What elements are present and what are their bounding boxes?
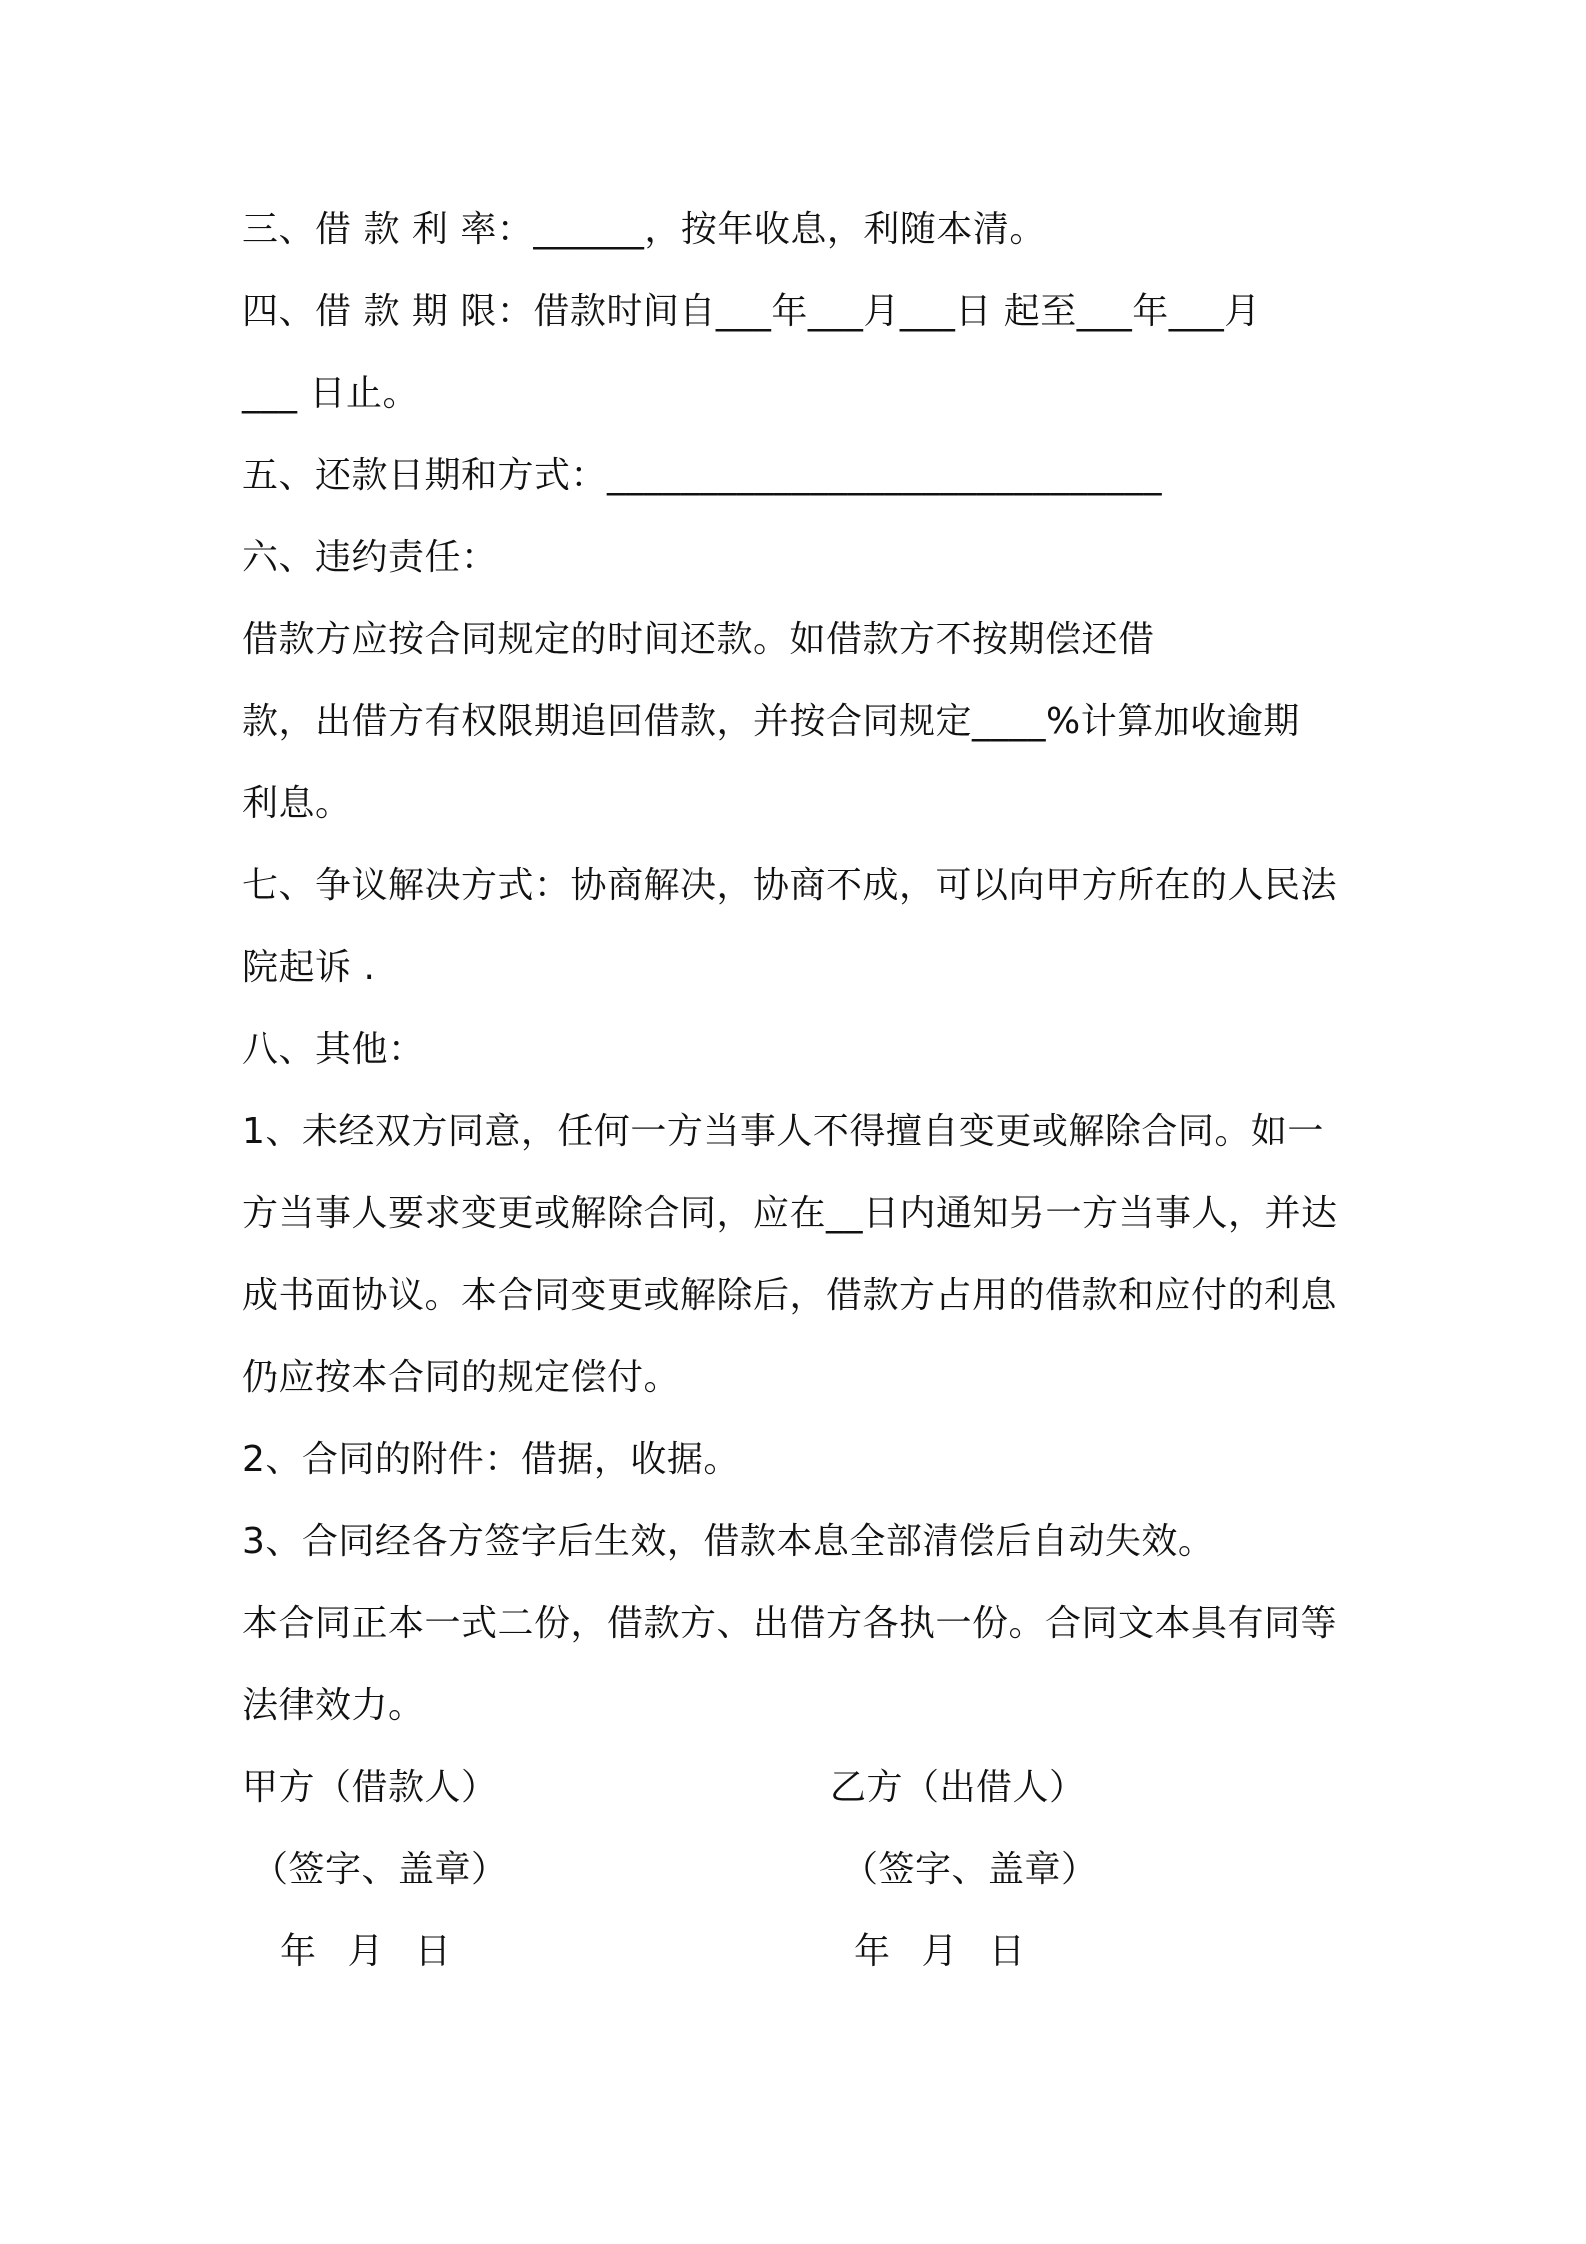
clause-8-item-1-line-3: 成书面协议。本合同变更或解除后，借款方占用的借款和应付的利息	[242, 1275, 1338, 1316]
clause-6-heading: 六、违约责任：	[242, 537, 498, 578]
copies-statement-1: 本合同正本一式二份，借款方、出借方各执一份。合同文本具有同等	[242, 1603, 1338, 1644]
clause-8-heading: 八、其他：	[242, 1029, 425, 1070]
clause-6-text-2: 款，出借方有权限期追回借款，并按合同规定____%计算加收逾期	[242, 701, 1300, 742]
clause-4-loan-term: 四、借 款 期 限：借款时间自___年___月___日 起至___年___月	[242, 291, 1261, 332]
clause-4-loan-term-cont: ___ 日止。	[242, 373, 419, 414]
party-b-date: 年 月 日	[854, 1931, 1035, 1972]
clause-3-interest-rate: 三、借 款 利 率：______，按年收息，利随本清。	[242, 209, 1046, 250]
clause-7-dispute-cont: 院起诉 .	[242, 947, 376, 988]
copies-statement-2: 法律效力。	[242, 1685, 425, 1726]
clause-6-text-1: 借款方应按合同规定的时间还款。如借款方不按期偿还借	[242, 619, 1155, 660]
clause-8-item-3: 3、合同经各方签字后生效，借款本息全部清偿后自动失效。	[242, 1521, 1215, 1562]
party-b-sign-note: （签字、盖章）	[842, 1849, 1098, 1890]
clause-8-item-1-line-2: 方当事人要求变更或解除合同，应在__日内通知另一方当事人，并达	[242, 1193, 1338, 1234]
party-a-date: 年 月 日	[280, 1931, 461, 1972]
clause-8-item-2: 2、合同的附件：借据，收据。	[242, 1439, 740, 1480]
party-b-title: 乙方（出借人）	[830, 1767, 1086, 1808]
party-a-sign-note: （签字、盖章）	[252, 1849, 508, 1890]
clause-5-repayment: 五、还款日期和方式：______________________________	[242, 455, 1163, 496]
clause-8-item-1-line-4: 仍应按本合同的规定偿付。	[242, 1357, 681, 1398]
clause-7-dispute: 七、争议解决方式：协商解决，协商不成，可以向甲方所在的人民法	[242, 865, 1338, 906]
clause-6-text-3: 利息。	[242, 783, 352, 824]
party-a-title: 甲方（借款人）	[242, 1767, 498, 1808]
clause-8-item-1-line-1: 1、未经双方同意，任何一方当事人不得擅自变更或解除合同。如一	[242, 1111, 1324, 1152]
